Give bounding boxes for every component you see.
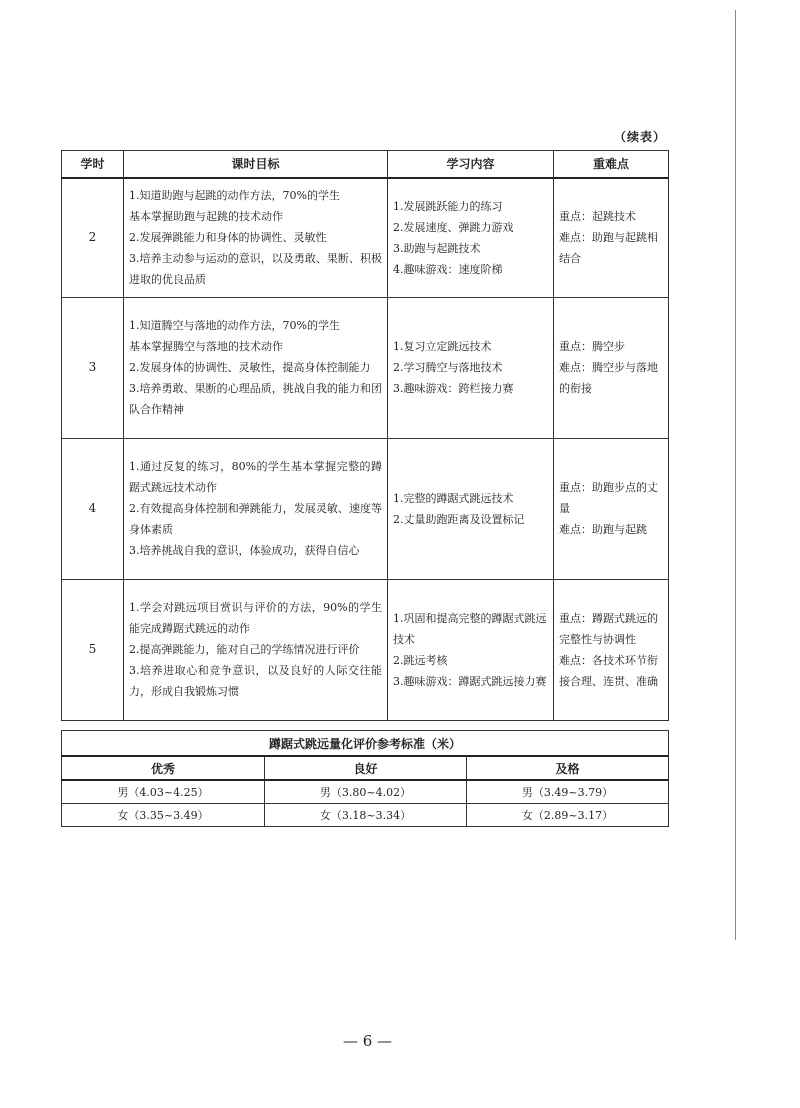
page-number: — 6 — — [342, 1032, 393, 1050]
goal-line: 1.知道腾空与落地的动作方法，70%的学生 — [129, 319, 340, 332]
header-pass: 及格 — [467, 756, 669, 780]
focus-line: 重点：腾空步 — [559, 340, 625, 353]
goals-cell — [124, 579, 388, 720]
goal-line: 2.发展身体的协调性、灵敏性，提高身体控制能力 — [129, 361, 371, 374]
lesson-plan-table — [61, 150, 669, 721]
content-line: 1.完整的蹲踞式跳远技术 — [393, 491, 514, 505]
goal-line: 3.培养勇敢、果断的心理品质，挑战自我的能力和团队合作精神 — [129, 382, 382, 416]
content-line: 4.趣味游戏：速度阶梯 — [393, 262, 503, 276]
male-good: 男（3.80~4.02） — [265, 780, 467, 804]
content-line: 2.跳远考核 — [393, 653, 448, 667]
table-row — [62, 178, 669, 297]
focus-line: 难点：助跑与起跳相结合 — [559, 231, 658, 266]
period-cell: 4 — [62, 438, 124, 579]
evaluation-standard-table — [61, 730, 669, 827]
goals-cell — [124, 178, 388, 297]
goal-line: 3.培养挑战自我的意识，体验成功，获得自信心 — [129, 544, 360, 557]
content-line: 1.复习立定跳远技术 — [393, 340, 492, 353]
goal-line: 1.知道助跑与起跳的动作方法，70%的学生 — [129, 189, 340, 203]
period-cell: 5 — [62, 579, 124, 720]
content-line: 2.发展速度、弹跳力游戏 — [393, 220, 514, 234]
continued-label: （续表） — [613, 130, 666, 144]
period-cell: 2 — [62, 178, 124, 297]
table-row — [62, 297, 669, 438]
male-standard-row — [62, 780, 669, 804]
table-header-row — [62, 151, 669, 179]
goal-line: 1.学会对跳远项目赏识与评价的方法，90%的学生能完成蹲踞式跳远的动作 — [129, 601, 382, 635]
goal-line: 2.发展弹跳能力和身体的协调性、灵敏性 — [129, 231, 327, 245]
focus-line: 难点：各技术环节衔接合理、连贯、准确 — [559, 653, 658, 688]
content-cell — [388, 438, 554, 579]
content-line: 3.趣味游戏：跨栏接力赛 — [393, 382, 514, 395]
scan-edge-line — [735, 10, 736, 940]
focus-cell — [554, 438, 669, 579]
female-pass: 女（2.89~3.17） — [467, 804, 669, 827]
goal-line: 3.培养主动参与运动的意识，以及勇敢、果断、积极进取的优良品质 — [129, 252, 382, 287]
goals-cell — [124, 297, 388, 438]
header-focus: 重难点 — [554, 151, 669, 179]
goals-cell — [124, 438, 388, 579]
period-cell: 3 — [62, 297, 124, 438]
content-cell — [388, 297, 554, 438]
goal-line: 基本掌握助跑与起跳的技术动作 — [129, 210, 283, 224]
goal-line: 2.有效提高身体控制和弹跳能力，发展灵敏、速度等身体素质 — [129, 502, 382, 536]
female-good: 女（3.18~3.34） — [265, 804, 467, 827]
content-line: 3.趣味游戏：蹲踞式跳远接力赛 — [393, 674, 547, 688]
content-line: 2.丈量助跑距离及设置标记 — [393, 512, 525, 526]
male-pass: 男（3.49~3.79） — [467, 780, 669, 804]
male-excellent: 男（4.03~4.25） — [62, 780, 265, 804]
focus-cell — [554, 178, 669, 297]
header-period: 学时 — [62, 151, 124, 179]
focus-line: 重点：助跑步点的丈量 — [559, 481, 658, 515]
content-cell — [388, 178, 554, 297]
table-row — [62, 579, 669, 720]
header-content: 学习内容 — [388, 151, 554, 179]
focus-line: 难点：助跑与起跳 — [559, 523, 647, 536]
header-good: 良好 — [265, 756, 467, 780]
content-line: 1.发展跳跃能力的练习 — [393, 199, 503, 213]
content-line: 2.学习腾空与落地技术 — [393, 361, 503, 374]
table-row — [62, 438, 669, 579]
focus-line: 重点：蹲踞式跳远的完整性与协调性 — [559, 611, 658, 646]
header-goals: 课时目标 — [124, 151, 388, 179]
header-excellent: 优秀 — [62, 756, 265, 780]
focus-line: 难点：腾空步与落地的衔接 — [559, 361, 658, 395]
female-excellent: 女（3.35~3.49） — [62, 804, 265, 827]
content-line: 3.助跑与起跳技术 — [393, 241, 481, 255]
goal-line: 基本掌握腾空与落地的技术动作 — [129, 340, 283, 353]
content-line: 1.巩固和提高完整的蹲踞式跳远技术 — [393, 611, 547, 646]
goal-line: 2.提高弹跳能力，能对自己的学练情况进行评价 — [129, 643, 360, 656]
focus-cell — [554, 579, 669, 720]
evaluation-title: 蹲踞式跳远量化评价参考标准（米） — [62, 731, 669, 757]
female-standard-row — [62, 804, 669, 827]
evaluation-header-row — [62, 756, 669, 780]
focus-line: 重点：起跳技术 — [559, 210, 636, 224]
content-cell — [388, 579, 554, 720]
goal-line: 1.通过反复的练习，80%的学生基本掌握完整的蹲踞式跳远技术动作 — [129, 460, 382, 494]
goal-line: 3.培养进取心和竞争意识，以及良好的人际交往能力，形成自我锻炼习惯 — [129, 664, 382, 698]
focus-cell — [554, 297, 669, 438]
